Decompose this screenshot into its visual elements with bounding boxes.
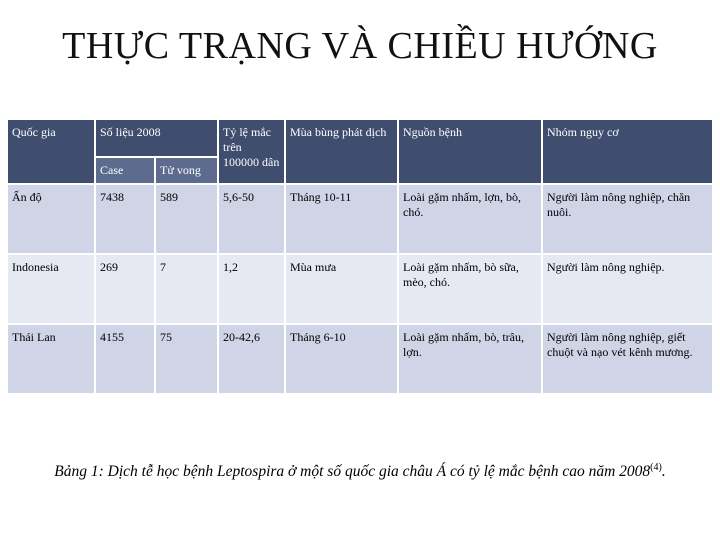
epidemiology-table (8, 120, 714, 395)
header-country: Quốc gia (8, 120, 96, 185)
header-season: Mùa bùng phát dịch (286, 120, 399, 185)
table-row (8, 325, 714, 395)
cell-deaths: 589 (156, 185, 219, 255)
cell-season: Tháng 10-11 (286, 185, 399, 255)
cell-risk: Người làm nông nghiệp. (543, 255, 714, 325)
cell-risk: Người làm nông nghiệp, giết chuột và nạo vét kênh mương. (543, 325, 714, 395)
cell-cases: 7438 (96, 185, 156, 255)
header-source: Nguồn bệnh (399, 120, 543, 185)
table-row (8, 255, 714, 325)
cell-source: Loài gặm nhấm, bò sữa, mèo, chó. (399, 255, 543, 325)
header-stats-group: Số liệu 2008 (96, 120, 219, 158)
cell-rate: 1,2 (219, 255, 286, 325)
header-risk: Nhóm nguy cơ (543, 120, 714, 185)
cell-cases: 4155 (96, 325, 156, 395)
cell-risk: Người làm nông nghiệp, chăn nuôi. (543, 185, 714, 255)
caption-end: . (661, 463, 666, 481)
table-header-row (8, 120, 714, 158)
cell-source: Loài gặm nhấm, bò, trâu, lợn. (399, 325, 543, 395)
cell-deaths: 7 (156, 255, 219, 325)
cell-rate: 20-42,6 (219, 325, 286, 395)
caption-reference: (4) (650, 462, 662, 473)
table-row (8, 185, 714, 255)
caption-text: Bảng 1: Dịch tễ học bệnh Leptospira ở một số quốc gia châu Á có tỷ lệ mắc bệnh cao năm 2008 (54, 463, 651, 481)
cell-season: Tháng 6-10 (286, 325, 399, 395)
table-caption (0, 462, 720, 481)
cell-season: Mùa mưa (286, 255, 399, 325)
cell-source: Loài gặm nhấm, lợn, bò, chó. (399, 185, 543, 255)
header-deaths: Tử vong (156, 158, 219, 185)
cell-cases: 269 (96, 255, 156, 325)
header-rate: Tỷ lệ mắc trên 100000 dân (219, 120, 286, 185)
header-cases: Case (96, 158, 156, 185)
cell-country: Ấn độ (8, 185, 96, 255)
cell-country: Thái Lan (8, 325, 96, 395)
slide-title: THỰC TRẠNG VÀ CHIỀU HƯỚNG (62, 25, 658, 67)
cell-country: Indonesia (8, 255, 96, 325)
cell-deaths: 75 (156, 325, 219, 395)
cell-rate: 5,6-50 (219, 185, 286, 255)
